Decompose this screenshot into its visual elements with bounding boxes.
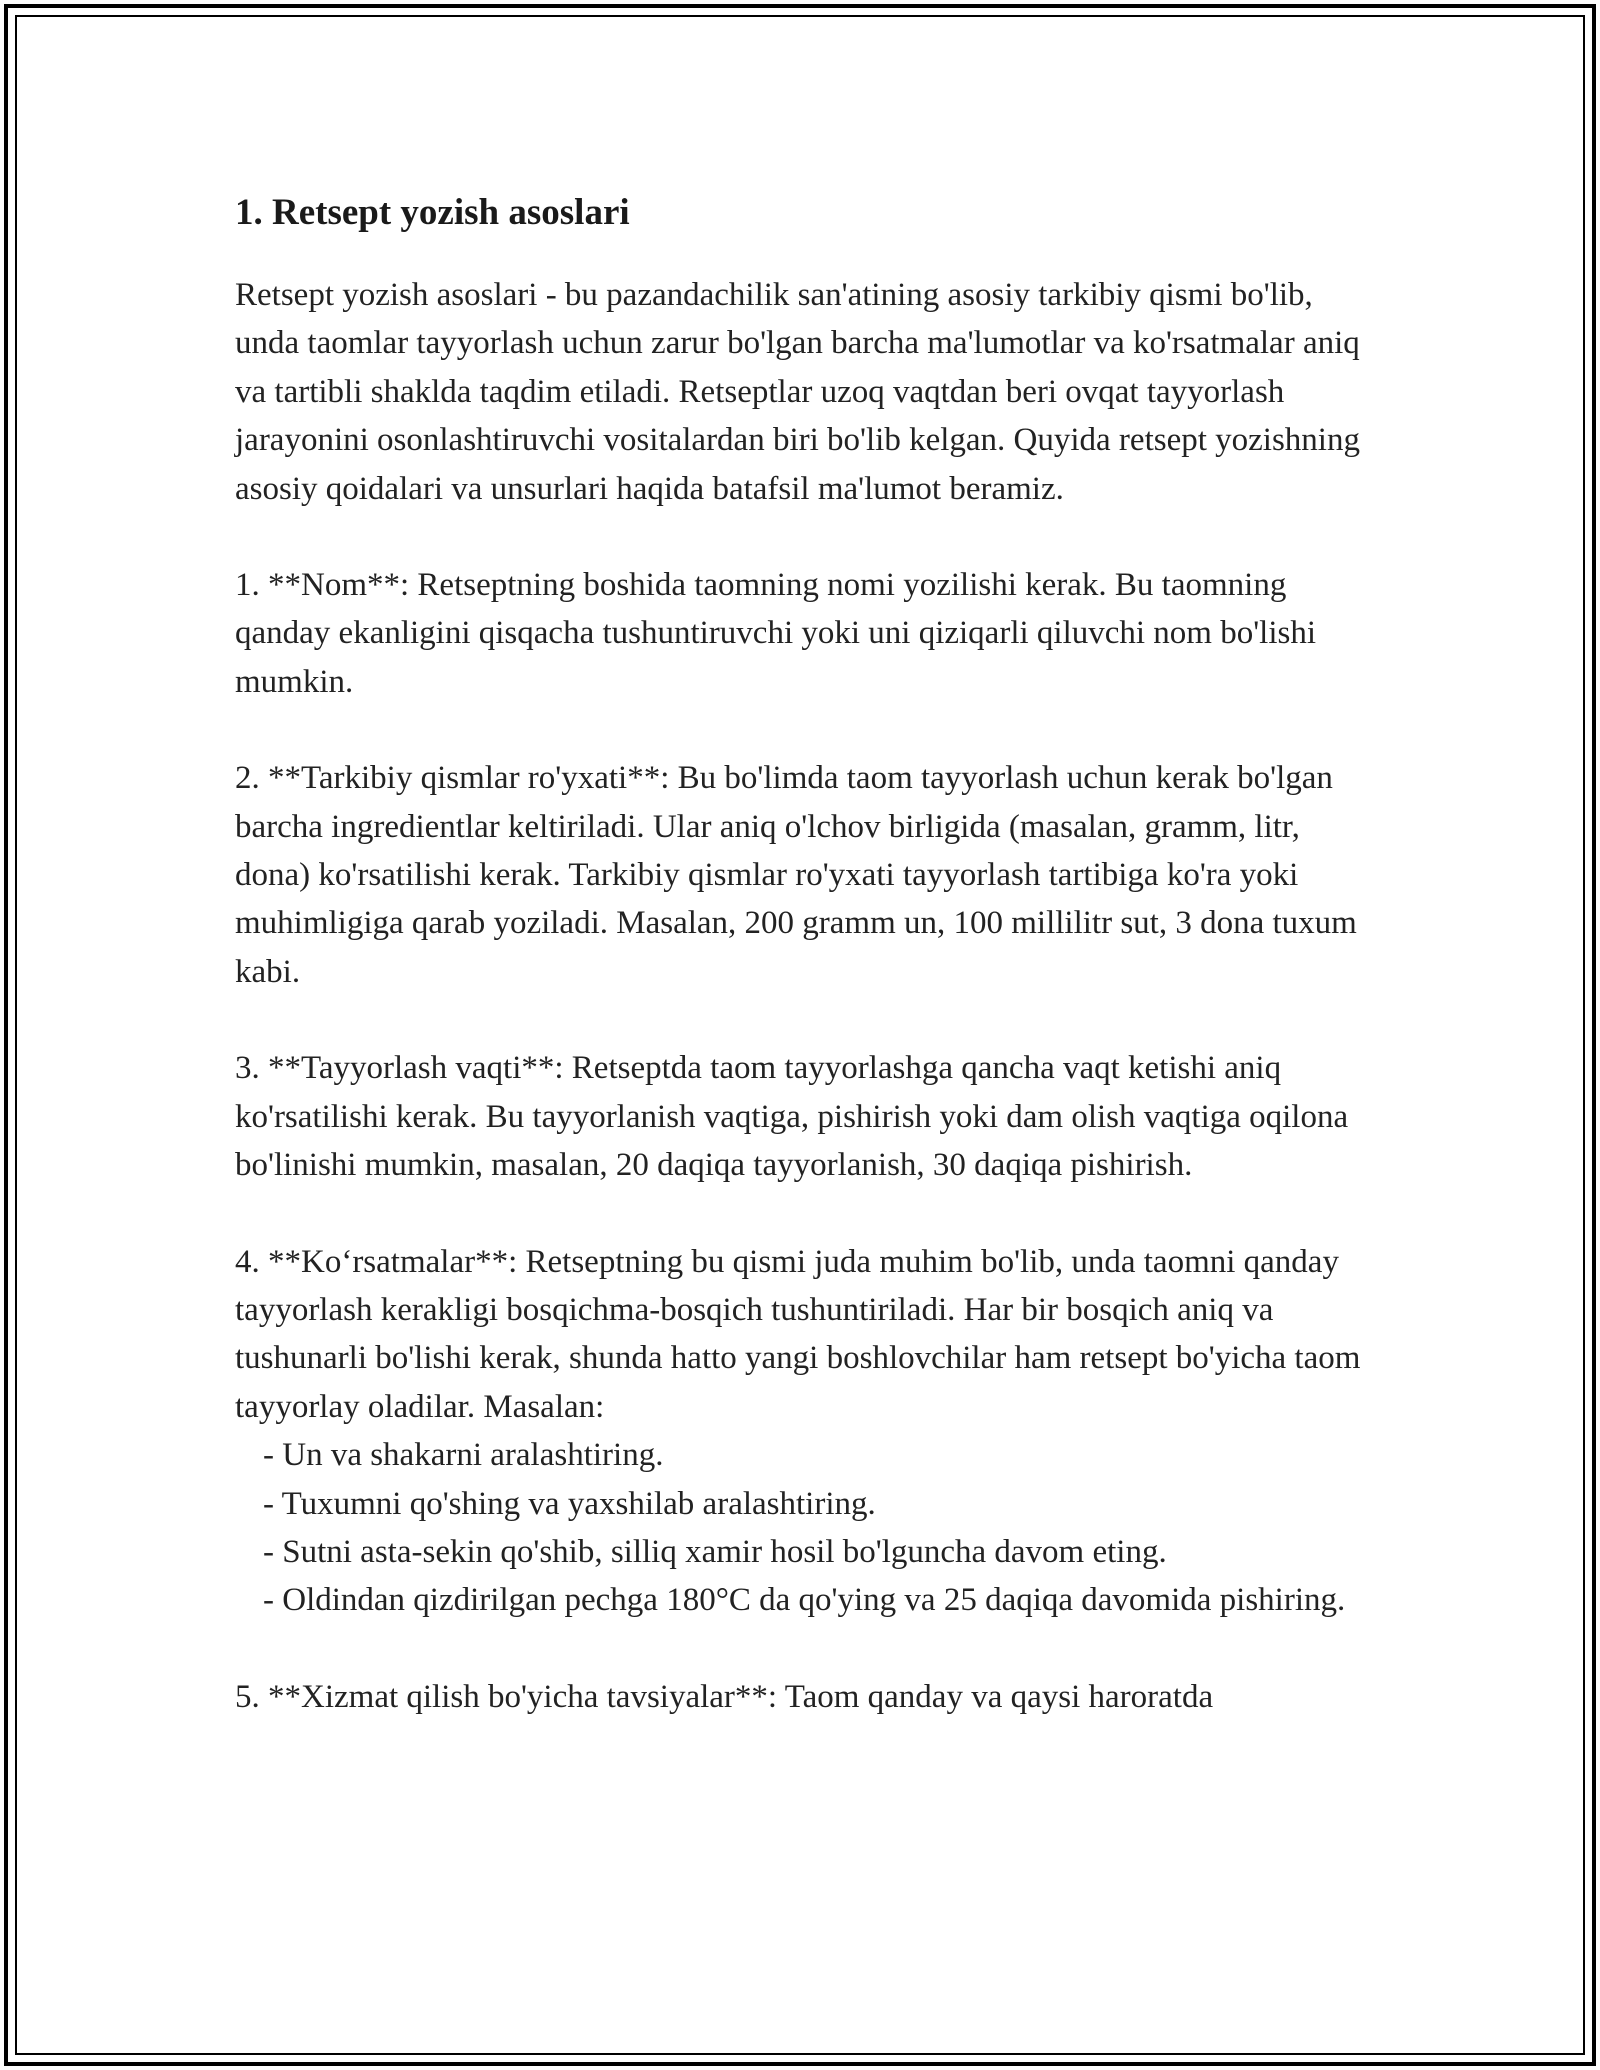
rule-item-prep-time xyxy=(235,1044,1365,1189)
instruction-step: - Un va shakarni aralashtiring. xyxy=(263,1437,664,1474)
rule-item-text: 3. **Tayyorlash vaqti**: Retseptda taom tayyorlashga qancha vaqt ketishi aniq ko'rsatilishi kerak. Bu tayyorlanish vaqtiga, pishirish yoki dam olish vaqtiga oqilona bo'linishi mumkin, masalan, 20 daqiqa tayyorlanish, 30 daqiqa pishirish. xyxy=(235,1050,1349,1184)
rule-item-instructions xyxy=(235,1238,1365,1625)
rule-item-text: 5. **Xizmat qilish bo'yicha tavsiyalar**: Taom qanday va qaysi haroratda xyxy=(235,1678,1214,1715)
rule-item-text: 4. **Ko‘rsatmalar**: Retseptning bu qismi juda muhim bo'lib, unda taomni qanday tayyorlash kerakligi bosqichma-bosqich tushuntiriladi. Har bir bosqich aniq va tushunarli bo'lishi kerak, shunda hatto yangi boshlovchilar ham retsept bo'yicha taom tayyorlay oladilar. Masalan: xyxy=(235,1243,1361,1425)
rule-item-ingredients xyxy=(235,754,1365,996)
rule-item-name xyxy=(235,561,1365,706)
instruction-step: - Tuxumni qo'shing va yaxshilab aralashtiring. xyxy=(263,1485,876,1522)
instruction-step: - Sutni asta-sekin qo'shib, silliq xamir hosil bo'lguncha davom eting. xyxy=(263,1533,1167,1570)
rules-list xyxy=(235,561,1365,1721)
intro-paragraph: Retsept yozish asoslari - bu pazandachilik san'atining asosiy tarkibiy qismi bo'lib, unda taomlar tayyorlash uchun zarur bo'lgan barcha ma'lumotlar va ko'rsatmalar aniq va tartibli shaklda taqdim etiladi. Retseptlar uzoq vaqtdan beri ovqat tayyorlash jarayonini osonlashtiruvchi vositalardan biri bo'lib kelgan. Quyida retsept yozishning asosiy qoidalari va unsurlari haqida batafsil ma'lumot beramiz. xyxy=(235,277,1369,507)
document-body xyxy=(235,183,1369,1769)
rule-item-text: 2. **Tarkibiy qismlar ro'yxati**: Bu bo'limda taom tayyorlash uchun kerak bo'lgan barcha ingredientlar keltiriladi. Ular aniq o'lchov birligida (masalan, gramm, litr, dona) ko'rsatilishi kerak. Tarkibiy qismlar ro'yxati tayyorlash tartibiga ko'ra yoki muhimligiga qarab yoziladi. Masalan, 200 gramm un, 100 millilitr sut, 3 dona tuxum kabi. xyxy=(235,760,1357,990)
section-title: 1. Retsept yozish asoslari xyxy=(235,192,630,233)
rule-item-text: 1. **Nom**: Retseptning boshida taomning nomi yozilishi kerak. Bu taomning qanday ekanligini qisqacha tushuntiruvchi yoki uni qiziqarli qiluvchi nom bo'lishi mumkin. xyxy=(235,567,1317,700)
instruction-step: - Oldindan qizdirilgan pechga 180°C da qo'ying va 25 daqiqa davomida pishiring. xyxy=(263,1582,1346,1619)
instruction-steps xyxy=(235,1431,1365,1625)
rule-item-serving xyxy=(235,1673,1365,1721)
